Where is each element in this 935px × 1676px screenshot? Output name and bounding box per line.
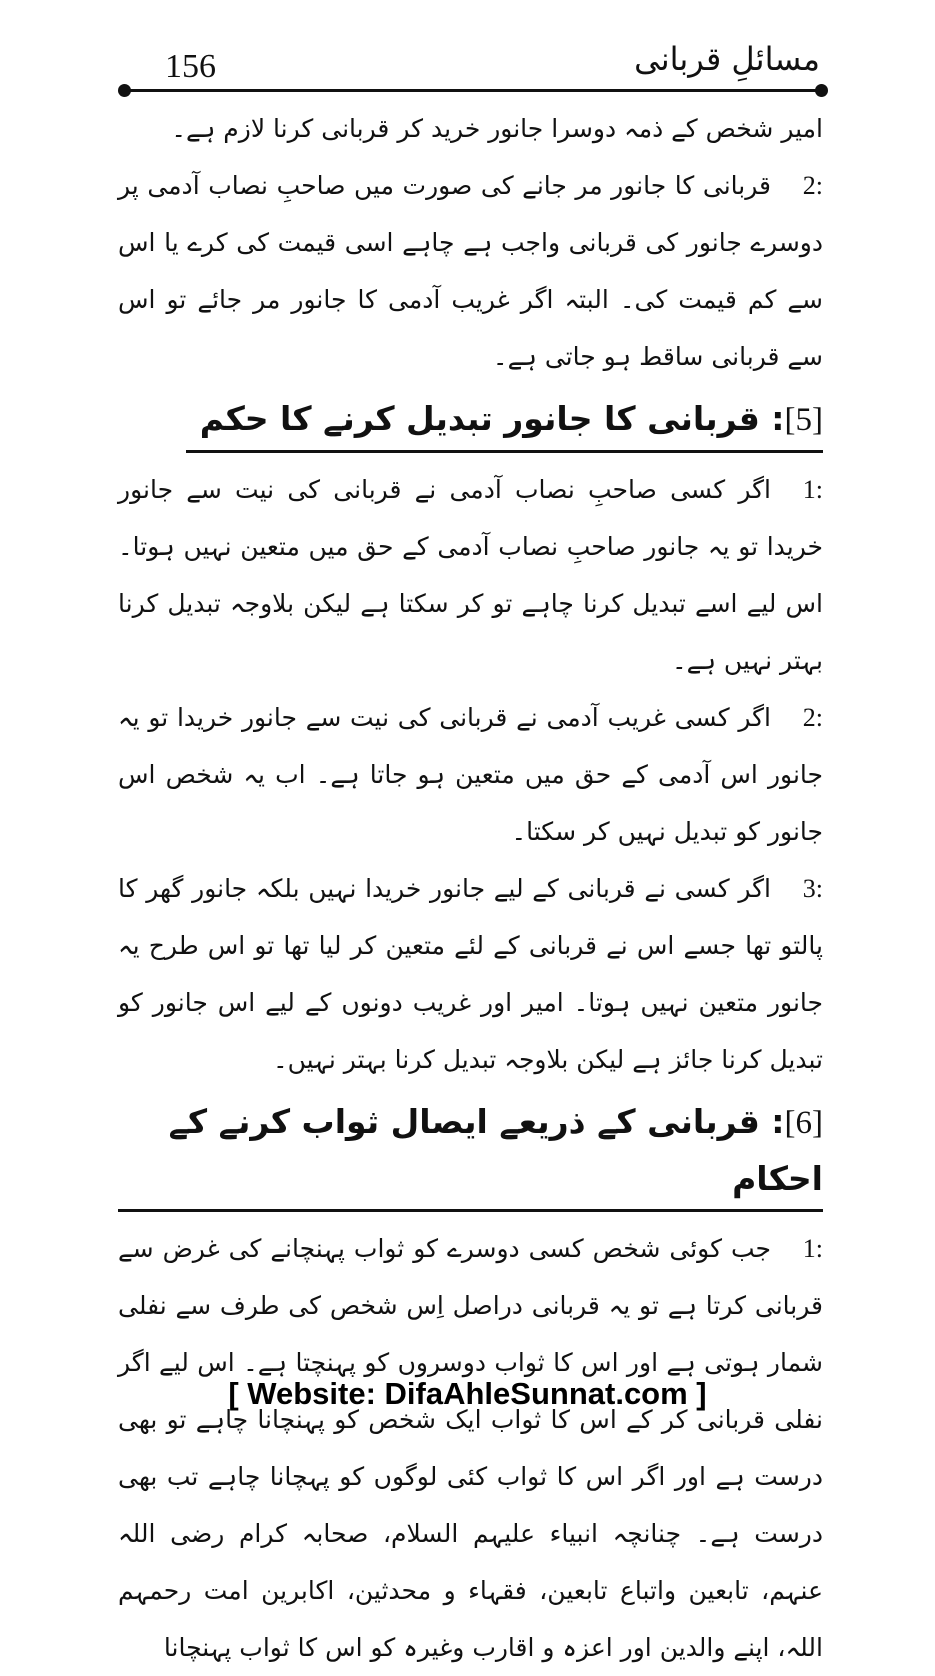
header-rule (123, 89, 823, 92)
section-heading-underline (186, 391, 823, 453)
item-text: جب کوئی شخص کسی دوسرے کو ثواب پہنچانے کی غرض سے قربانی کرتا ہے تو یہ قربانی دراصل اِس شخص کی طرف سے نفلی شمار ہوتی ہے اور اس کا ثواب دوسروں کو پہنچتا ہے۔ اس لیے اگر نفلی قربانی کر کے اس کا ثواب ایک شخص کو پہنچانا چاہے تو بھی درست ہے اور اگر اس کا ثواب کئی لوگوں کو پہچانا چاہے تب بھی درست ہے۔ چنانچہ انبیاء علیہم السلام، صحابہ کرام رضی اللہ عنہم، تابعین واتباع تابعین، فقہاء و محدثین، اکابرین امت رحمہم اللہ، اپنے والدین اور اعزہ و اقارب وغیرہ کو اس کا ثواب پہنچانا (118, 1234, 823, 1662)
list-item (118, 1220, 823, 1676)
section-number: [5] (784, 402, 823, 438)
item-text: قربانی کا جانور مر جانے کی صورت میں صاحبِ نصاب آدمی پر دوسرے جانور کی قربانی واجب ہے چاہے اسی قیمت کی کرے یا اس سے کم قیمت کی۔ البتہ اگر غریب آدمی کا جانور مر جائے تو اس سے قربانی ساقط ہو جاتی ہے۔ (118, 171, 823, 371)
list-item (118, 461, 823, 689)
item-number: 2: (802, 171, 823, 200)
page-number: 156 (165, 48, 216, 85)
section-heading-5 (118, 391, 823, 453)
website-footer: [ Website: DifaAhleSunnat.com ] (228, 1376, 707, 1411)
section-heading-underline (118, 1094, 823, 1212)
section-number: [6] (784, 1105, 823, 1141)
section-heading-6 (118, 1094, 823, 1212)
header-rule-dot-right (815, 84, 828, 97)
item-number: 2: (802, 703, 823, 732)
item-number: 1: (802, 1234, 823, 1263)
list-item (118, 689, 823, 860)
item-text: اگر کسی صاحبِ نصاب آدمی نے قربانی کی نیت سے جانور خریدا تو یہ جانور صاحبِ نصاب آدمی کے حق میں متعین نہیں ہوتا۔ اس لیے اسے تبدیل کرنا چاہے تو کر سکتا ہے لیکن بلاوجہ تبدیل کرنا بہتر نہیں ہے۔ (118, 475, 823, 675)
item-number: 1: (802, 475, 823, 504)
item-text: اگر کسی نے قربانی کے لیے جانور خریدا نہیں بلکہ جانور گھر کا پالتو تھا جسے اس نے قربانی کے لئے متعین کر لیا تھا تو اس طرح یہ جانور متعین نہیں ہوتا۔ امیر اور غریب دونوں کے لیے اس جانور کو تبدیل کرنا جائز ہے لیکن بلاوجہ تبدیل کرنا بہتر نہیں۔ (118, 874, 823, 1074)
list-item (118, 860, 823, 1088)
item-text: اگر کسی غریب آدمی نے قربانی کی نیت سے جانور خریدا تو یہ جانور اس آدمی کے حق میں متعین ہو جاتا ہے۔ اب یہ شخص اس جانور کو تبدیل نہیں کر سکتا۔ (118, 703, 823, 846)
book-title: مسائلِ قربانی (634, 40, 820, 78)
section-title: : قربانی کے ذریعے ایصال ثواب کرنے کے احکام (168, 1102, 823, 1198)
intro-paragraph: امیر شخص کے ذمہ دوسرا جانور خرید کر قربانی کرنا لازم ہے۔ (171, 114, 823, 143)
section-title: : قربانی کا جانور تبدیل کرنے کا حکم (199, 399, 785, 438)
list-item (118, 157, 823, 385)
item-number: 3: (802, 874, 823, 903)
page-content (118, 100, 823, 1676)
